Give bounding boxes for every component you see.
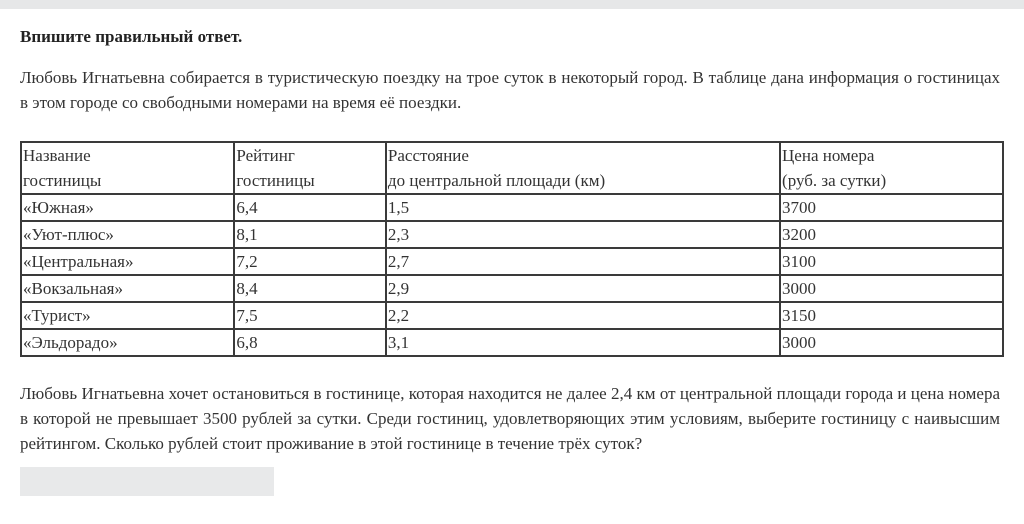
header-distance: Расстояние до центральной площади (км): [386, 142, 780, 194]
cell-price: 3000: [780, 275, 1003, 302]
table-header-row: [21, 142, 1003, 194]
cell-price: 3100: [780, 248, 1003, 275]
answer-input[interactable]: [20, 467, 274, 496]
hotels-table: [20, 141, 1004, 357]
cell-distance: 3,1: [386, 329, 780, 356]
cell-hotel-name: «Вокзальная»: [21, 275, 234, 302]
cell-distance: 2,7: [386, 248, 780, 275]
top-bar: [0, 0, 1024, 9]
task-instruction: Впишите правильный ответ.: [20, 27, 243, 46]
cell-rating: 7,2: [234, 248, 386, 275]
cell-rating: 7,5: [234, 302, 386, 329]
cell-rating: 6,8: [234, 329, 386, 356]
header-price: Цена номера (руб. за сутки): [780, 142, 1003, 194]
cell-price: 3700: [780, 194, 1003, 221]
cell-rating: 6,4: [234, 194, 386, 221]
cell-distance: 2,9: [386, 275, 780, 302]
table-row: [21, 194, 1003, 221]
task-question-text: Любовь Игнатьевна хочет остановиться в гостинице, которая находится не далее 2,4 км от центральной площади города и цена номера в которой не превышает 3500 рублей за сутки. Среди гостиниц, удовлетворяющих этим условиям, выберите гостиницу с наивысшим рейтингом. Сколько рублей стоит проживание в этой гостинице в течение трёх суток?: [20, 384, 1000, 453]
cell-hotel-name: «Турист»: [21, 302, 234, 329]
cell-rating: 8,4: [234, 275, 386, 302]
cell-distance: 1,5: [386, 194, 780, 221]
cell-distance: 2,2: [386, 302, 780, 329]
table-row: [21, 248, 1003, 275]
table-row: [21, 302, 1003, 329]
header-hotel-name: Название гостиницы: [21, 142, 234, 194]
cell-distance: 2,3: [386, 221, 780, 248]
task-intro-text: Любовь Игнатьевна собирается в туристическую поездку на трое суток в некоторый город. В таблице дана информация о гостиницах в этом городе со свободными номерами на время её поездки.: [20, 68, 1000, 112]
table-row: [21, 275, 1003, 302]
table-row: [21, 221, 1003, 248]
cell-price: 3000: [780, 329, 1003, 356]
cell-hotel-name: «Эльдорадо»: [21, 329, 234, 356]
cell-hotel-name: «Уют-плюс»: [21, 221, 234, 248]
cell-rating: 8,1: [234, 221, 386, 248]
cell-price: 3150: [780, 302, 1003, 329]
cell-price: 3200: [780, 221, 1003, 248]
cell-hotel-name: «Центральная»: [21, 248, 234, 275]
cell-hotel-name: «Южная»: [21, 194, 234, 221]
header-rating: Рейтинг гостиницы: [234, 142, 386, 194]
table-row: [21, 329, 1003, 356]
